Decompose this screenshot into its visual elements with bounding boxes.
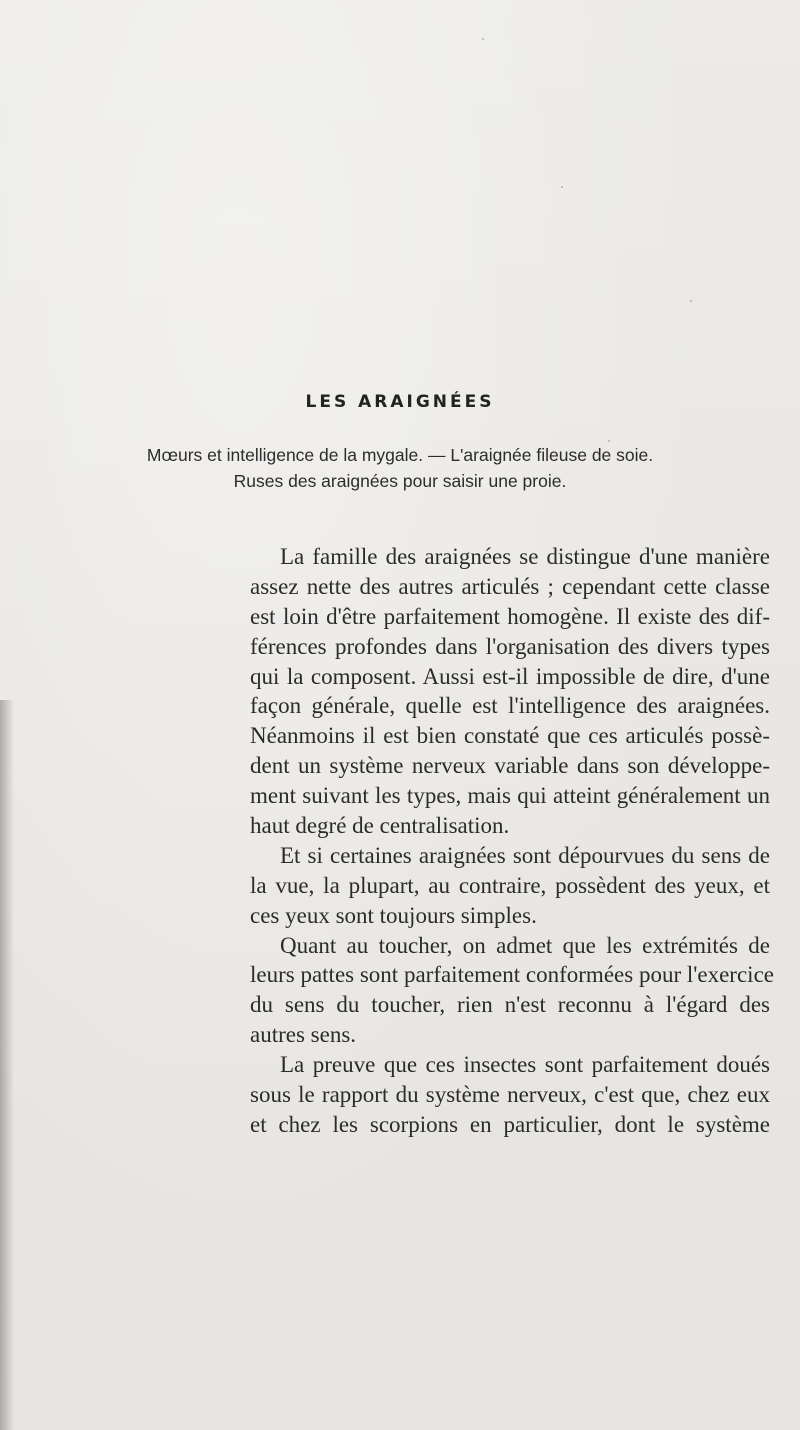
text-line: Néanmoins il est bien constaté que ces articulés possè- <box>250 723 770 749</box>
body-text <box>250 542 774 1140</box>
text-line: leurs pattes sont parfaitement conformées pour l'exercice <box>250 962 774 988</box>
page-edge-shadow <box>0 700 14 1430</box>
paper-speck <box>608 440 610 442</box>
text-line: et chez les scorpions en particulier, dont le système <box>250 1111 770 1137</box>
text-line: ces yeux sont toujours simples. <box>250 902 537 928</box>
text-line: dent un système nerveux variable dans son développe- <box>250 753 770 779</box>
chapter-summary-line: Ruses des araignées pour saisir une proie. <box>233 471 567 491</box>
text-line: du sens du toucher, rien n'est reconnu à l'égard des <box>250 992 770 1018</box>
text-line: haut degré de centralisation. <box>250 813 510 839</box>
paragraph <box>250 1050 770 1140</box>
text-line: assez nette des autres articulés ; cependant cette classe <box>250 573 770 599</box>
text-line: Et si certaines araignées sont dépourvues du sens de <box>280 842 770 868</box>
paper-speck <box>561 186 563 188</box>
text-line: est loin d'être parfaitement homogène. Il existe des dif- <box>250 603 770 629</box>
text-line: autres sens. <box>250 1022 357 1048</box>
paragraph <box>250 841 770 931</box>
text-line: qui la composent. Aussi est-il impossible de dire, d'une <box>250 663 770 689</box>
paper-speck <box>482 38 484 40</box>
chapter-heading: LES ARAIGNÉES <box>305 392 495 412</box>
paragraph <box>250 931 774 1051</box>
text-line: sous le rapport du système nerveux, c'est que, chez eux <box>250 1082 770 1108</box>
text-line: La preuve que ces insectes sont parfaitement doués <box>280 1052 770 1078</box>
paper-speck <box>690 300 692 302</box>
text-line: la vue, la plupart, au contraire, possèdent des yeux, et <box>250 872 770 898</box>
paragraph <box>250 542 770 841</box>
text-line: férences profondes dans l'organisation des divers types <box>250 633 770 659</box>
text-line: Quant au toucher, on admet que les extrémités de <box>280 932 770 958</box>
chapter-summary-line: Mœurs et intelligence de la mygale. — L'araignée fileuse de soie. <box>146 445 654 465</box>
text-line: ment suivant les types, mais qui atteint généralement un <box>250 783 770 809</box>
text-line: façon générale, quelle est l'intelligence des araignées. <box>250 693 770 719</box>
text-line: La famille des araignées se distingue d'une manière <box>280 544 770 569</box>
